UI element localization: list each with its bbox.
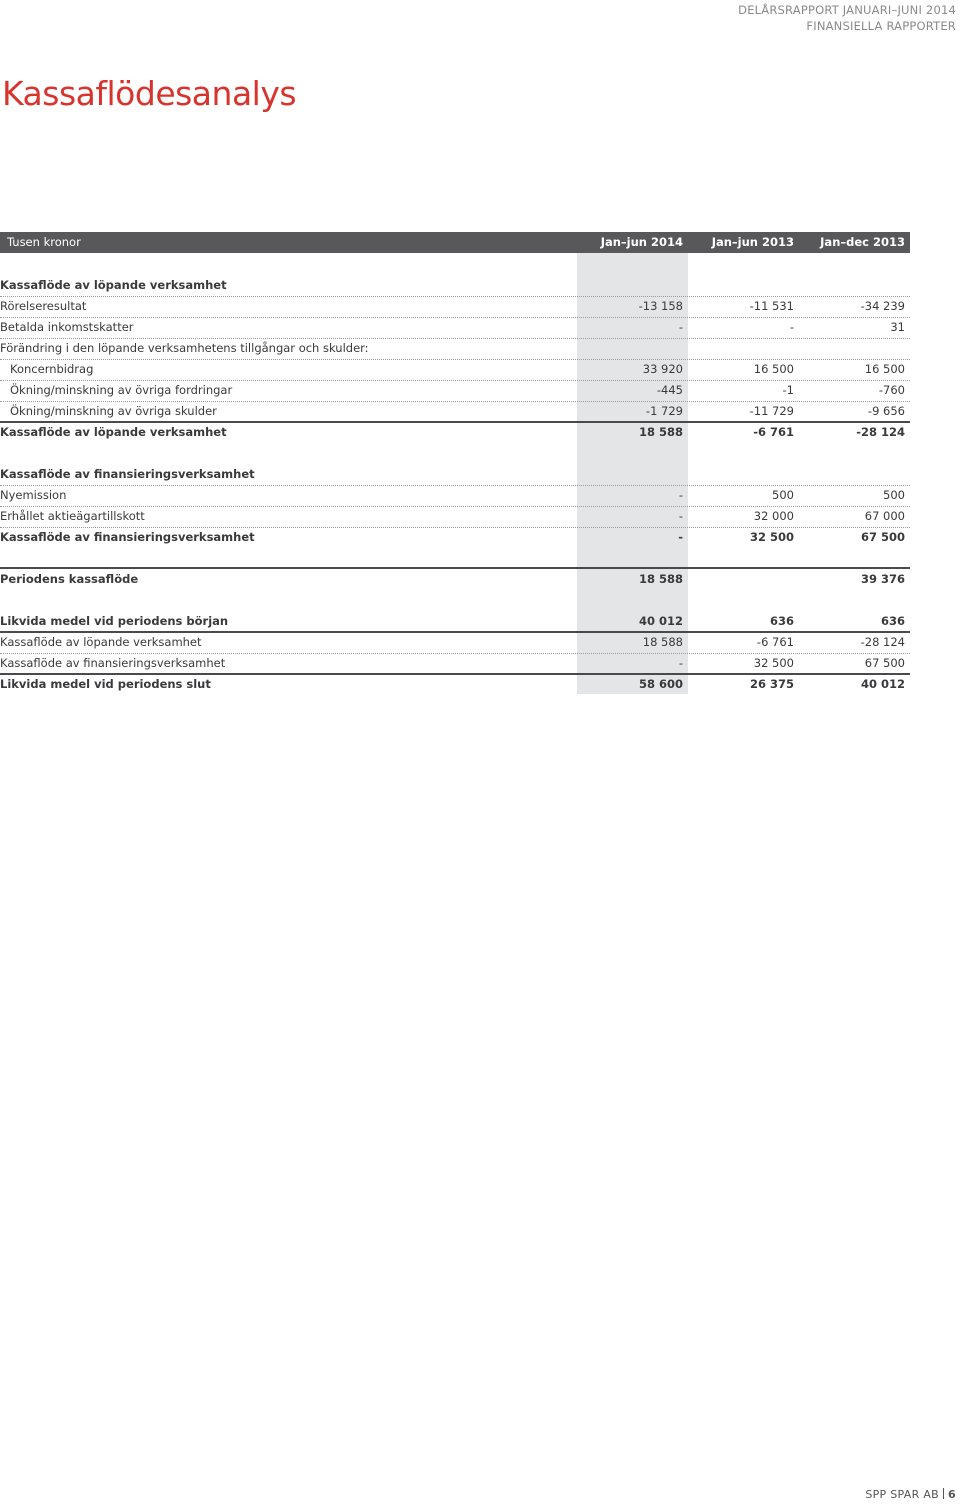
cell-value: 16 500: [753, 362, 794, 376]
section-heading-label: Kassaflöde av löpande verksamhet: [0, 278, 227, 292]
table-row: [0, 317, 910, 339]
row-label: Förändring i den löpande verksamhetens tillgångar och skulder:: [0, 341, 369, 355]
footer-divider: [943, 1488, 944, 1499]
cell-value: -13 158: [638, 299, 683, 313]
cell-value: -: [678, 656, 683, 670]
row-label: Kassaflöde av löpande verksamhet: [0, 635, 202, 649]
cell-value: 500: [883, 488, 905, 502]
section-heading-label: Kassaflöde av finansieringsverksamhet: [0, 467, 255, 481]
cell-value: -28 124: [860, 635, 905, 649]
cell-value: -1: [782, 383, 794, 397]
cell-value: 500: [772, 488, 794, 502]
row-label: Betalda inkomstskatter: [0, 320, 134, 334]
report-header-section: FINANSIELLA RAPPORTER: [806, 19, 956, 33]
cell-value: 636: [880, 614, 905, 628]
table-row: [0, 653, 910, 675]
table-row: [0, 296, 910, 318]
table-row: [0, 485, 910, 507]
row-label: Rörelseresultat: [0, 299, 87, 313]
cell-value: -6 761: [753, 425, 794, 439]
cell-value: -11 729: [749, 404, 794, 418]
cash-flow-table: [0, 232, 910, 691]
table-row: [0, 632, 910, 654]
row-label: Ökning/minskning av övriga fordringar: [10, 383, 233, 397]
cell-value: -11 531: [749, 299, 794, 313]
table-row-total: [0, 527, 910, 548]
cell-value: 39 376: [860, 572, 905, 586]
cell-value: -: [678, 530, 683, 544]
cell-value: 67 500: [860, 530, 905, 544]
cell-value: -760: [878, 383, 905, 397]
table-row: [0, 359, 910, 381]
column-header-jan-jun-2013: Jan–jun 2013: [711, 235, 794, 249]
row-label: Periodens kassaflöde: [0, 572, 139, 586]
table-row: [0, 338, 910, 360]
cell-value: 31: [890, 320, 905, 334]
row-label: Erhållet aktieägartillskott: [0, 509, 145, 523]
cell-value: 636: [769, 614, 794, 628]
cell-value: 32 500: [753, 656, 794, 670]
row-label: Koncernbidrag: [10, 362, 94, 376]
table-row-period-total: [0, 567, 910, 590]
report-header-title: DELÅRSRAPPORT JANUARI–JUNI 2014: [738, 3, 956, 17]
cell-value: 67 500: [864, 656, 905, 670]
row-label: Likvida medel vid periodens slut: [0, 677, 211, 691]
cell-value: -28 124: [856, 425, 905, 439]
table-header: [0, 232, 910, 253]
section-heading-operating: [0, 275, 910, 297]
cell-value: -: [678, 320, 683, 334]
row-label: Kassaflöde av löpande verksamhet: [0, 425, 227, 439]
page-title: Kassaflödesanalys: [2, 74, 297, 113]
page-footer: [865, 1488, 956, 1501]
report-header: [738, 2, 956, 34]
cell-value: 18 588: [638, 425, 683, 439]
cell-value: 67 000: [864, 509, 905, 523]
table-row: [0, 401, 910, 423]
cell-value: 32 500: [749, 530, 794, 544]
cell-value: 40 012: [638, 614, 683, 628]
cell-value: 18 588: [642, 635, 683, 649]
column-header-jan-dec-2013: Jan–dec 2013: [820, 235, 905, 249]
table-row: [0, 506, 910, 528]
section-heading-financing: [0, 464, 910, 486]
row-label: Likvida medel vid periodens början: [0, 614, 229, 628]
row-label: Ökning/minskning av övriga skulder: [10, 404, 217, 418]
cell-value: -: [789, 320, 794, 334]
cell-value: 26 375: [749, 677, 794, 691]
cell-value: -: [678, 488, 683, 502]
cell-value: -1 729: [645, 404, 683, 418]
cell-value: -445: [656, 383, 683, 397]
cell-value: 32 000: [753, 509, 794, 523]
page-number: 6: [948, 1488, 956, 1501]
table-row-total: [0, 422, 910, 443]
cell-value: -34 239: [860, 299, 905, 313]
cell-value: 40 012: [860, 677, 905, 691]
footer-company: SPP SPAR AB: [865, 1488, 940, 1501]
column-header-jan-jun-2014: Jan–jun 2014: [600, 235, 683, 249]
cell-value: -6 761: [756, 635, 794, 649]
row-label: Nyemission: [0, 488, 67, 502]
row-label: Kassaflöde av finansieringsverksamhet: [0, 656, 226, 670]
table-row-closing-balance: [0, 674, 910, 695]
table-row-opening-balance: [0, 611, 910, 633]
cell-value: 18 588: [638, 572, 683, 586]
cell-value: -9 656: [867, 404, 905, 418]
unit-label: Tusen kronor: [7, 235, 81, 249]
cell-value: 16 500: [864, 362, 905, 376]
cell-value: 58 600: [638, 677, 683, 691]
cell-value: 33 920: [642, 362, 683, 376]
table-row: [0, 380, 910, 402]
row-label: Kassaflöde av finansieringsverksamhet: [0, 530, 255, 544]
cell-value: -: [678, 509, 683, 523]
